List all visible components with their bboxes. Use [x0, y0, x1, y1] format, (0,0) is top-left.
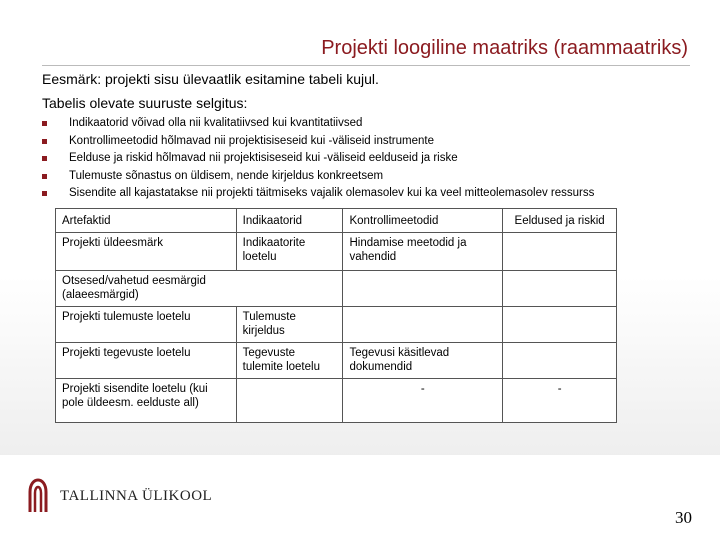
bullet-item: Eelduse ja riskid hõlmavad nii projektisiseseid kui -väliseid eelduseid ja riske [42, 151, 594, 169]
table-cell [236, 271, 343, 307]
table-row [56, 307, 617, 343]
bullet-item: Indikaatorid võivad olla nii kvalitatiivsed kui kvantitatiivsed [42, 116, 594, 134]
logframe-matrix-table [55, 208, 617, 423]
bullet-square-icon [42, 121, 47, 126]
bullet-square-icon [42, 139, 47, 144]
table-cell: Projekti tegevuste loetelu [56, 343, 237, 379]
table-header-cell: Indikaatorid [236, 209, 343, 233]
bullet-item: Sisendite all kajastatakse nii projekti täitmiseks vajalik olemasolev kui ka veel mitteolemasolev ressurss [42, 186, 594, 204]
bullet-item: Tulemuste sõnastus on üldisem, nende kirjeldus konkreetsem [42, 169, 594, 187]
bullet-square-icon [42, 174, 47, 179]
table-cell: Tulemuste kirjeldus [236, 307, 343, 343]
table-cell: Projekti sisendite loetelu (kui pole üldeesm. eelduste all) [56, 379, 237, 423]
table-cell: Tegevusi käsitlevad dokumendid [343, 343, 503, 379]
slide-title: Projekti loogiline maatriks (raammaatriks) [321, 37, 688, 59]
table-cell: Projekti üldeesmärk [56, 233, 237, 271]
table-cell: Hindamise meetodid ja vahendid [343, 233, 503, 271]
table-cell: - [503, 379, 617, 423]
table-header-cell: Artefaktid [56, 209, 237, 233]
table-row [56, 343, 617, 379]
table-header-row [56, 209, 617, 233]
title-divider [42, 65, 690, 66]
goal-text: Eesmärk: projekti sisu ülevaatlik esitamine tabeli kujul. [42, 71, 379, 87]
table-cell [503, 307, 617, 343]
table-cell [343, 307, 503, 343]
bullet-square-icon [42, 156, 47, 161]
table-cell: - [343, 379, 503, 423]
table-cell: Otsesed/vahetud eesmärgid (alaeesmärgid) [56, 271, 237, 307]
table-cell [503, 233, 617, 271]
table-header-cell: Kontrollimeetodid [343, 209, 503, 233]
explanation-heading: Tabelis olevate suuruste selgitus: [42, 95, 248, 111]
tallinn-university-emblem-icon [26, 478, 50, 514]
table-cell: Indikaatorite loetelu [236, 233, 343, 271]
page-number: 30 [675, 508, 692, 527]
table-row [56, 271, 617, 307]
table-cell: Tegevuste tulemite loetelu [236, 343, 343, 379]
table-cell [503, 271, 617, 307]
logo-text: TALLINNA ÜLIKOOL [60, 487, 213, 504]
bullet-list [42, 116, 594, 204]
table-header-cell: Eeldused ja riskid [503, 209, 617, 233]
bullet-item: Kontrollimeetodid hõlmavad nii projektisiseseid kui -väliseid instrumente [42, 134, 594, 152]
table-row [56, 233, 617, 271]
table-row [56, 379, 617, 423]
table-cell [503, 343, 617, 379]
table-cell [343, 271, 503, 307]
bullet-square-icon [42, 191, 47, 196]
university-logo [26, 478, 212, 514]
table-cell: Projekti tulemuste loetelu [56, 307, 237, 343]
table-cell [236, 379, 343, 423]
